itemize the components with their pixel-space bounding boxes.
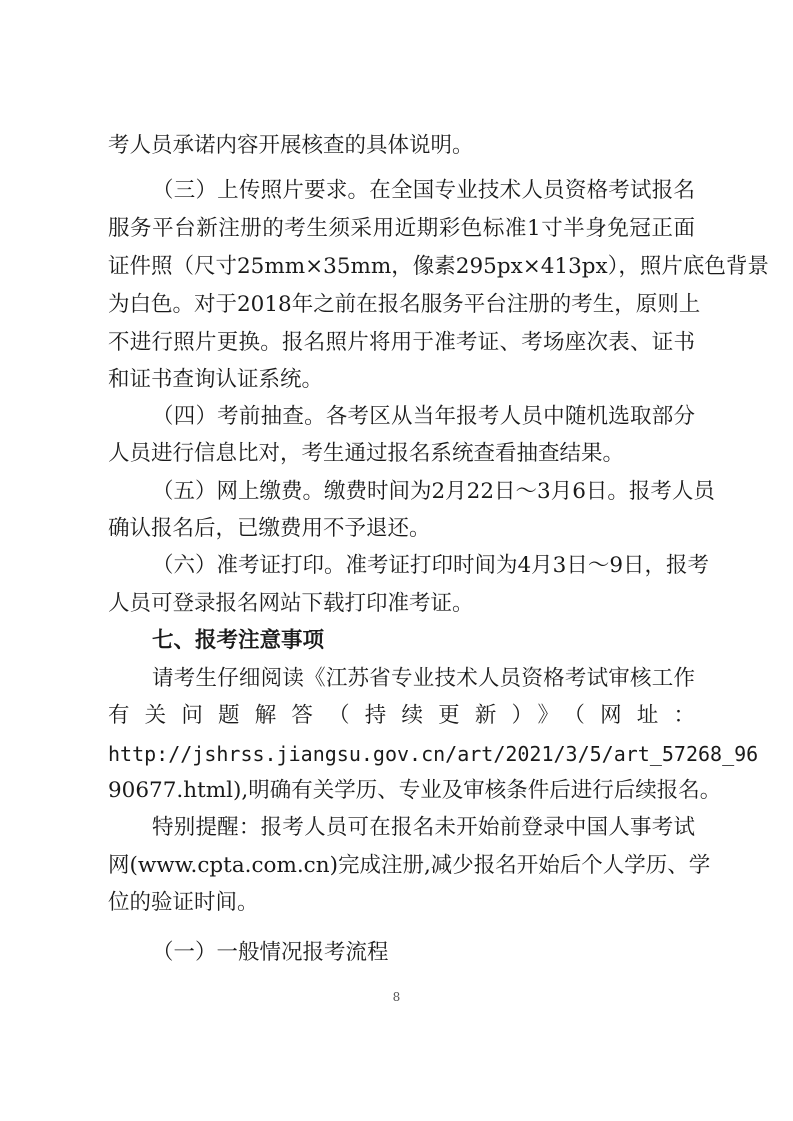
paragraph-special-reminder: 特别提醒：报考人员可在报名未开始前登录中国人事考试 [152, 815, 695, 840]
text-line: 90677.html),明确有关学历、专业及审核条件后进行后续报名。 [108, 778, 722, 803]
paragraph-notice: 请考生仔细阅读《江苏省专业技术人员资格考试审核工作 [152, 666, 695, 691]
text-line: 考人员承诺内容开展核查的具体说明。 [108, 133, 474, 158]
text-line: 网(www.cpta.com.cn)完成注册,减少报名开始后个人学历、学 [108, 853, 711, 878]
paragraph-photo-requirements: （三）上传照片要求。在全国专业技术人员资格考试报名 [152, 178, 695, 203]
text-line: 有关问题解答（持续更新）》（网址： [108, 703, 695, 728]
text-line: 证件照（尺寸25mm×35mm，像素295px×413px），照片底色背景 [108, 254, 769, 279]
url-link[interactable]: http://jshrss.jiangsu.gov.cn/art/2021/3/5/art_57268_96 [108, 742, 759, 766]
page-number: 8 [392, 990, 401, 1004]
text-line: 服务平台新注册的考生须采用近期彩色标准1寸半身免冠正面 [108, 216, 695, 241]
text-line: 为白色。对于2018年之前在报名服务平台注册的考生，原则上 [108, 292, 701, 317]
text-line: 人员进行信息比对，考生通过报名系统查看抽查结果。 [108, 441, 625, 466]
text-line: 和证书查询认证系统。 [108, 367, 324, 392]
section-heading: 七、报考注意事项 [152, 628, 325, 653]
paragraph-online-payment: （五）网上缴费。缴费时间为2月22日～3月6日。报考人员 [152, 479, 715, 504]
text-line: 位的验证时间。 [108, 890, 259, 915]
paragraph-admission-ticket: （六）准考证打印。准考证打印时间为4月3日～9日，报考 [152, 553, 710, 578]
subsection-heading: （一）一般情况报考流程 [152, 940, 389, 965]
text-line: 确认报名后，已缴费用不予退还。 [108, 516, 431, 541]
text-line: 人员可登录报名网站下载打印准考证。 [108, 591, 474, 616]
paragraph-pre-exam-check: （四）考前抽查。各考区从当年报考人员中随机选取部分 [152, 404, 695, 429]
text-line: 不进行照片更换。报名照片将用于准考证、考场座次表、证书 [108, 330, 695, 355]
